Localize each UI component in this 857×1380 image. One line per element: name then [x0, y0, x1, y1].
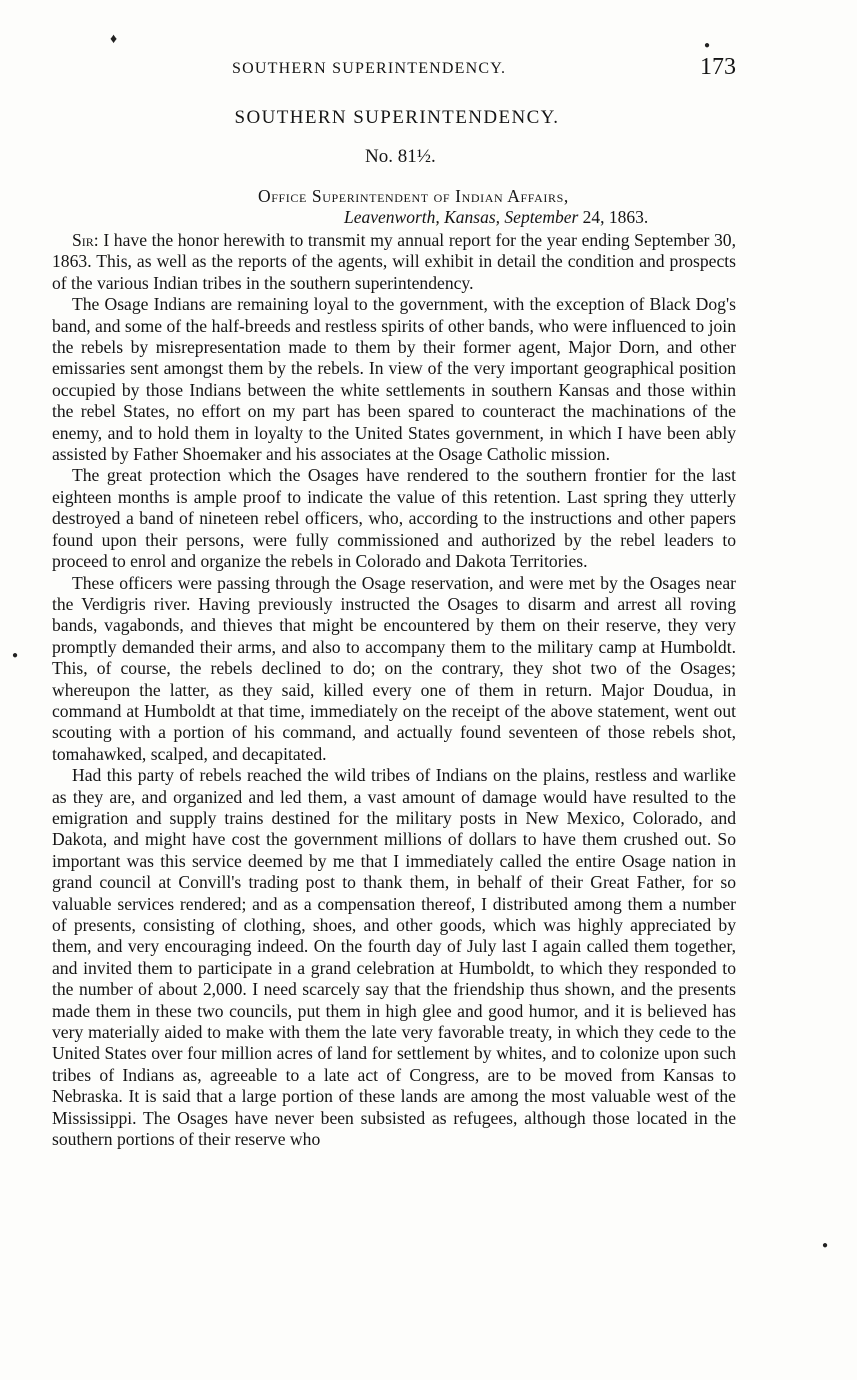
- salutation: Sir:: [72, 230, 99, 250]
- page-number: 173: [700, 54, 736, 80]
- paragraph-2: The Osage Indians are remaining loyal to the government, with the exception of Black Dog's band, and some of the half-breeds and restless spirits of other bands, who were influenced to join the rebels by misrepresentation made to them by their former agent, Major Dorn, and other emissaries sent amongst them by the rebels. In view of the very important geographical position occupied by those Indians between the white settlements in southern Kansas and those within the rebel States, no effort on my part has been spared to counteract the machinations of the enemy, and to hold them in loyalty to the United States government, in which I have been ably assisted by Father Shoemaker and his associates at the Osage Catholic mission.: [52, 294, 736, 465]
- paragraph-1-text: I have the honor herewith to transmit my annual report for the year ending September 30, 1863. This, as well as the reports of the agents, will exhibit in detail the condition and prospects of the various Indian tribes in the southern superintendency.: [52, 230, 736, 293]
- ink-mark-left-margin: ●: [12, 650, 19, 661]
- letterhead: [258, 186, 718, 228]
- running-title: SOUTHERN SUPERINTENDENCY.: [232, 60, 507, 77]
- document-number: No. 81½.: [365, 146, 436, 167]
- ink-mark-top-left: ♦: [110, 32, 118, 47]
- ink-mark-top-right: ●: [704, 40, 711, 51]
- day-year: 24, 1863.: [582, 207, 649, 227]
- office-line: Office Superintendent of Indian Affairs,: [258, 186, 569, 206]
- ink-mark-right-margin: ●: [822, 1240, 829, 1251]
- paragraph-1: [52, 230, 736, 294]
- paragraph-5: Had this party of rebels reached the wild tribes of Indians on the plains, restless and warlike as they are, and organized and led them, a vast amount of damage would have resulted to the emigration and supply trains destined for the military posts in New Mexico, Colorado, and Dakota, and might have cost the government millions of dollars to have them crushed out. So important was this service deemed by me that I immediately called the entire Osage nation in grand council at Convill's trading post to thank them, in behalf of their Great Father, for so valuable services rendered; and as a compensation thereof, I distributed among them a number of presents, consisting of clothing, shoes, and other goods, which was highly appreciated by them, and very encouraging indeed. On the fourth day of July last I again called them together, and invited them to participate in a grand celebration at Humboldt, to which they responded to the number of about 2,000. I need scarcely say that the friendship thus shown, and the presents made them in these two councils, put them in high glee and good humor, and it is believed has very materially aided to make with them the late very favorable treaty, in which they cede to the United States over four million acres of land for settlement by whites, and to colonize upon such tribes of Indians as, agreeable to a late act of Congress, are to be moved from Kansas to Nebraska. It is said that a large portion of these lands are among the most valuable west of the Mississippi. The Osages have never been subsisted as refugees, although those located in the southern portions of their reserve who: [52, 765, 736, 1150]
- running-head: [52, 56, 742, 86]
- document-title: SOUTHERN SUPERINTENDENCY.: [234, 107, 560, 128]
- paragraph-3: The great protection which the Osages have rendered to the southern frontier for the last eighteen months is ample proof to indicate the value of this retention. Last spring they utterly destroyed a band of nineteen rebel officers, who, according to the instructions and other papers found upon their persons, were fully commissioned and authorized by the rebel leaders to proceed to enrol and organize the rebels in Colorado and Dakota Territories.: [52, 465, 736, 572]
- place-date: Leavenworth, Kansas, September: [344, 207, 579, 227]
- paragraph-4: These officers were passing through the Osage reservation, and were met by the Osages near the Verdigris river. Having previously instructed the Osages to disarm and arrest all roving bands, vagabonds, and thieves that might be encountered by them on their reserve, they very promptly demanded their arms, and also to accompany them to the military camp at Humboldt. This, of course, the rebels declined to do; on the contrary, they shot two of the Osages; whereupon the latter, as they said, killed every one of them in return. Major Doudua, in command at Humboldt at that time, immediately on the receipt of the above statement, went out scouting with a portion of his command, and actually found seventeen of those rebels shot, tomahawked, scalped, and decapitated.: [52, 572, 736, 764]
- place-date-line: [258, 207, 718, 228]
- letter-body: [52, 230, 736, 1150]
